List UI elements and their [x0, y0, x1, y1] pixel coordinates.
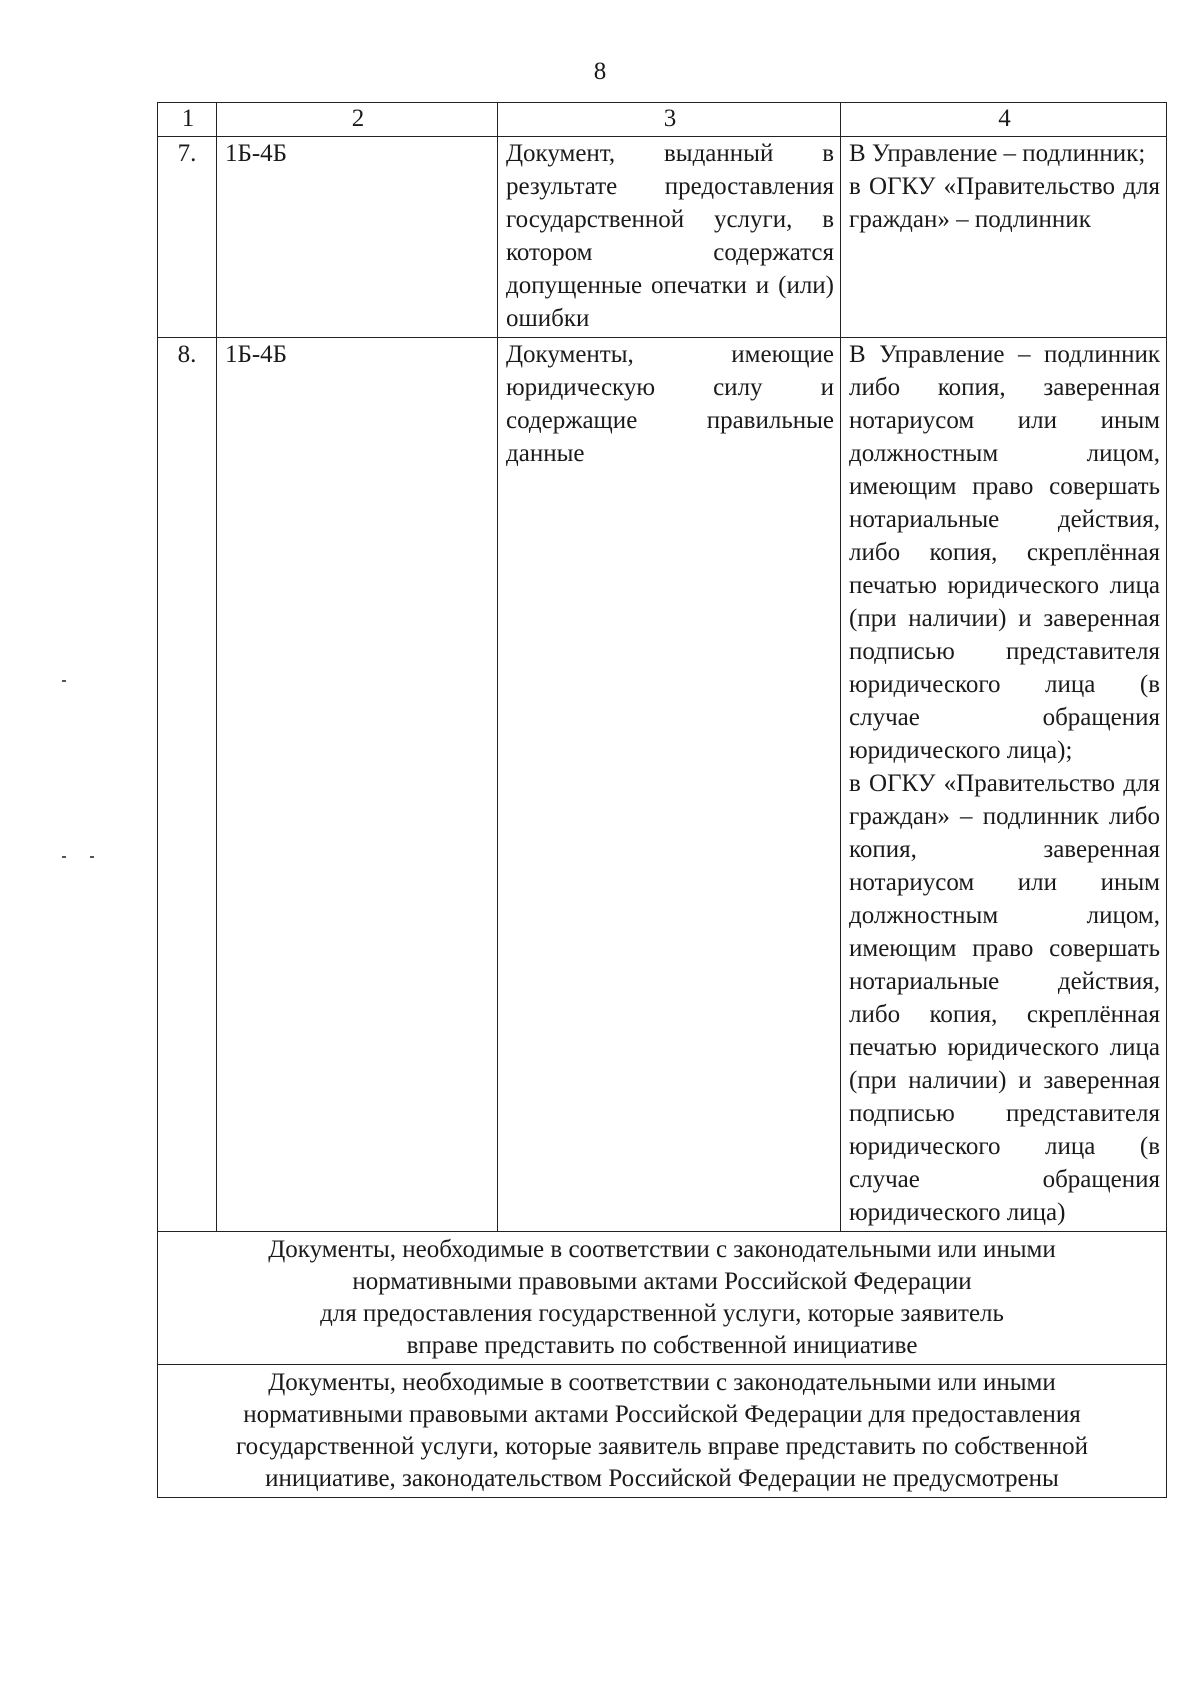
page-number: 8 [593, 58, 607, 85]
section-heading-line: вправе представить по собственной инициативе [406, 1332, 918, 1359]
row-code: 1Б-4Б [217, 137, 498, 338]
section-heading [158, 1232, 1167, 1365]
document-table [157, 102, 1167, 1498]
row-document: Документы, имеющие юридическую силу и содержащие правильные данные [498, 338, 841, 1232]
scan-speck [62, 680, 66, 682]
column-header-4: 4 [841, 103, 1167, 137]
row-submission [841, 338, 1167, 1232]
row-number: 7. [158, 137, 217, 338]
section-note-line: Документы, необходимые в соответствии с законодательными или иными [268, 1369, 1056, 1396]
section-note [158, 1365, 1167, 1498]
table-row [158, 137, 1167, 338]
row-code: 1Б-4Б [217, 338, 498, 1232]
section-note-line: нормативными правовыми актами Российской Федерации для предоставления [243, 1401, 1081, 1428]
scan-speck [90, 856, 94, 858]
section-heading-line: для предоставления государственной услуги, которые заявитель [320, 1300, 1004, 1327]
submission-paragraph: в ОГКУ «Правительство для граждан» – подлинник [849, 173, 1160, 233]
submission-paragraph: В Управление – подлинник либо копия, заверенная нотариусом или иным должностным лицом, имеющим право совершать нотариальные действия, либо копия, скреплённая печатью юридического лица (при наличии) и заверенная подписью представителя юридического лица (в случае обращения юридического лица); [849, 341, 1160, 764]
column-header-1: 1 [158, 103, 217, 137]
table-header-row [158, 103, 1167, 137]
section-heading-line: нормативными правовыми актами Российской Федерации [352, 1268, 972, 1295]
submission-paragraph: в ОГКУ «Правительство для граждан» – подлинник либо копия, заверенная нотариусом или иным должностным лицом, имеющим право совершать нотариальные действия, либо копия, скреплённая печатью юридического лица (при наличии) и заверенная подписью представителя юридического лица (в случае обращения юридического лица) [849, 770, 1160, 1226]
submission-paragraph: В Управление – подлинник; [849, 140, 1146, 167]
row-number: 8. [158, 338, 217, 1232]
column-header-2: 2 [217, 103, 498, 137]
scan-speck [62, 856, 66, 858]
column-header-3: 3 [498, 103, 841, 137]
section-heading-row [158, 1232, 1167, 1365]
section-heading-line: Документы, необходимые в соответствии с законодательными или иными [268, 1236, 1056, 1263]
row-document: Документ, выданный в результате предоставления государственной услуги, в котором содержатся допущенные опечатки и (или) ошибки [498, 137, 841, 338]
section-note-line: инициативе, законодательством Российской Федерации не предусмотрены [265, 1465, 1059, 1492]
section-note-row [158, 1365, 1167, 1498]
row-submission [841, 137, 1167, 338]
section-note-line: государственной услуги, которые заявитель вправе представить по собственной [236, 1433, 1088, 1460]
table-row [158, 338, 1167, 1232]
